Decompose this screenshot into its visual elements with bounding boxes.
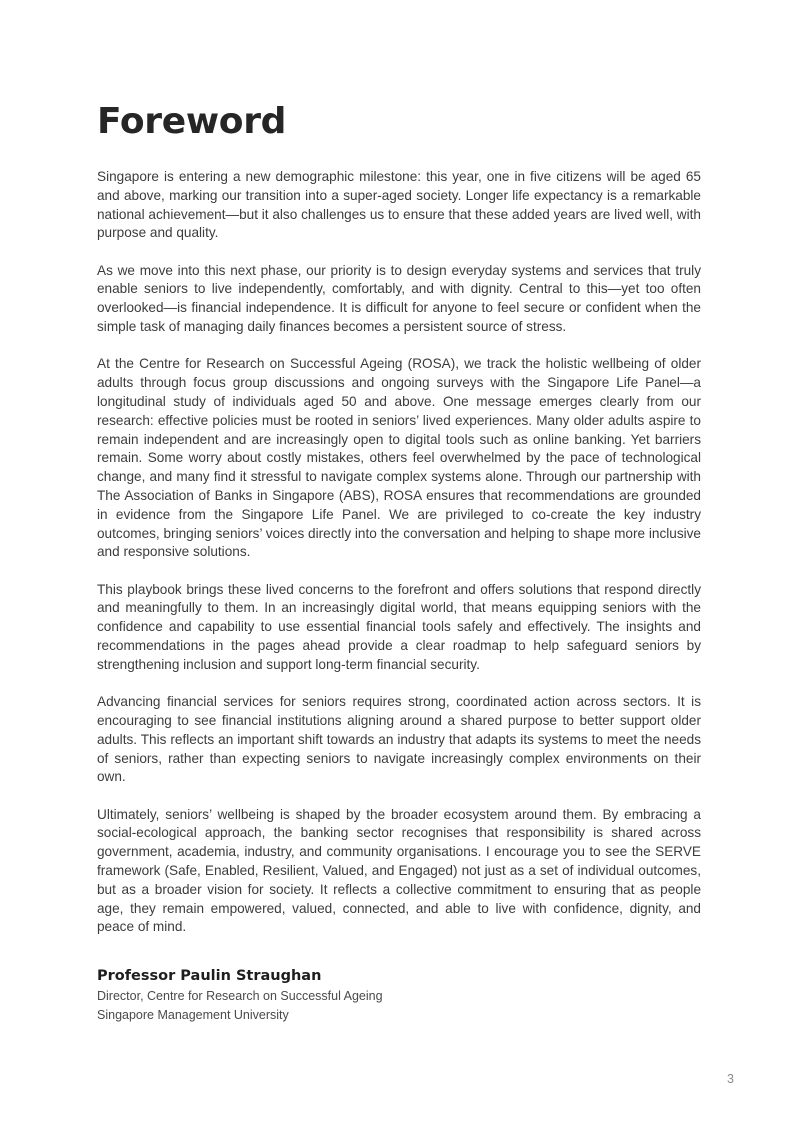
signatory-name: Professor Paulin Straughan bbox=[97, 968, 322, 984]
paragraph-5: Advancing financial services for seniors requires strong, coordinated action across sectors. It is encouraging to see financial institutions aligning around a shared purpose to better support older adults. This reflects an important shift towards an industry that adapts its systems to meet the needs of seniors, rather than expecting seniors to navigate increasingly complex environments on their own. bbox=[97, 694, 701, 785]
paragraph-4: This playbook brings these lived concerns to the forefront and offers solutions that respond directly and meaningfully to them. In an increasingly digital world, that means equipping seniors with the confidence and capability to use essential financial tools safely and effectively. The insights and recommendations in the pages ahead provide a clear roadmap to help safeguard seniors by strengthening inclusion and support long-term financial security. bbox=[97, 581, 701, 672]
paragraph-1: Singapore is entering a new demographic milestone: this year, one in five citizens will be aged 65 and above, marking our transition into a super-aged society. Longer life expectancy is a remarkable national achievement—but it also challenges us to ensure that these added years are lived well, with purpose and quality. bbox=[97, 169, 701, 241]
foreword-body bbox=[97, 168, 701, 956]
page-number: 3 bbox=[727, 1072, 734, 1086]
paragraph-6: Ultimately, seniors’ wellbeing is shaped by the broader ecosystem around them. By embracing a social-ecological approach, the banking sector recognises that responsibility is shared across government, academia, industry, and community organisations. I encourage you to see the SERVE framework (Safe, Enabled, Resilient, Valued, and Engaged) not just as a set of individual outcomes, but as a broader vision for society. It reflects a collective commitment to ensuring that as people age, they remain empowered, valued, connected, and able to live with confidence, dignity, and peace of mind. bbox=[97, 806, 701, 935]
signatory-title: Director, Centre for Research on Successful Ageing bbox=[97, 989, 383, 1003]
paragraph-2: As we move into this next phase, our priority is to design everyday systems and services that truly enable seniors to live independently, comfortably, and with dignity. Central to this—yet too often overlooked—is financial independence. It is difficult for anyone to feel secure or confident when the simple task of managing daily finances becomes a persistent source of stress. bbox=[97, 262, 701, 335]
signature-block bbox=[97, 965, 701, 1025]
signatory-organisation: Singapore Management University bbox=[97, 1008, 289, 1022]
paragraph-3: At the Centre for Research on Successful Ageing (ROSA), we track the holistic wellbeing of older adults through focus group discussions and ongoing surveys with the Singapore Life Panel—a longitudinal study of individuals aged 50 and above. One message emerges clearly from our research: effective policies must be rooted in seniors’ lived experiences. Many older adults aspire to remain independent and are increasingly open to digital tools such as online banking. Yet barriers remain. Some worry about costly mistakes, others feel overwhelmed by the pace of technological change, and many find it stressful to navigate complex systems alone. Through our partnership with The Association of Banks in Singapore (ABS), ROSA ensures that recommendations are grounded in evidence from the Singapore Life Panel. We are privileged to co-create the key industry outcomes, bringing seniors’ voices directly into the conversation and helping to shape more inclusive and responsive solutions. bbox=[97, 356, 701, 560]
page-title: Foreword bbox=[97, 101, 287, 142]
